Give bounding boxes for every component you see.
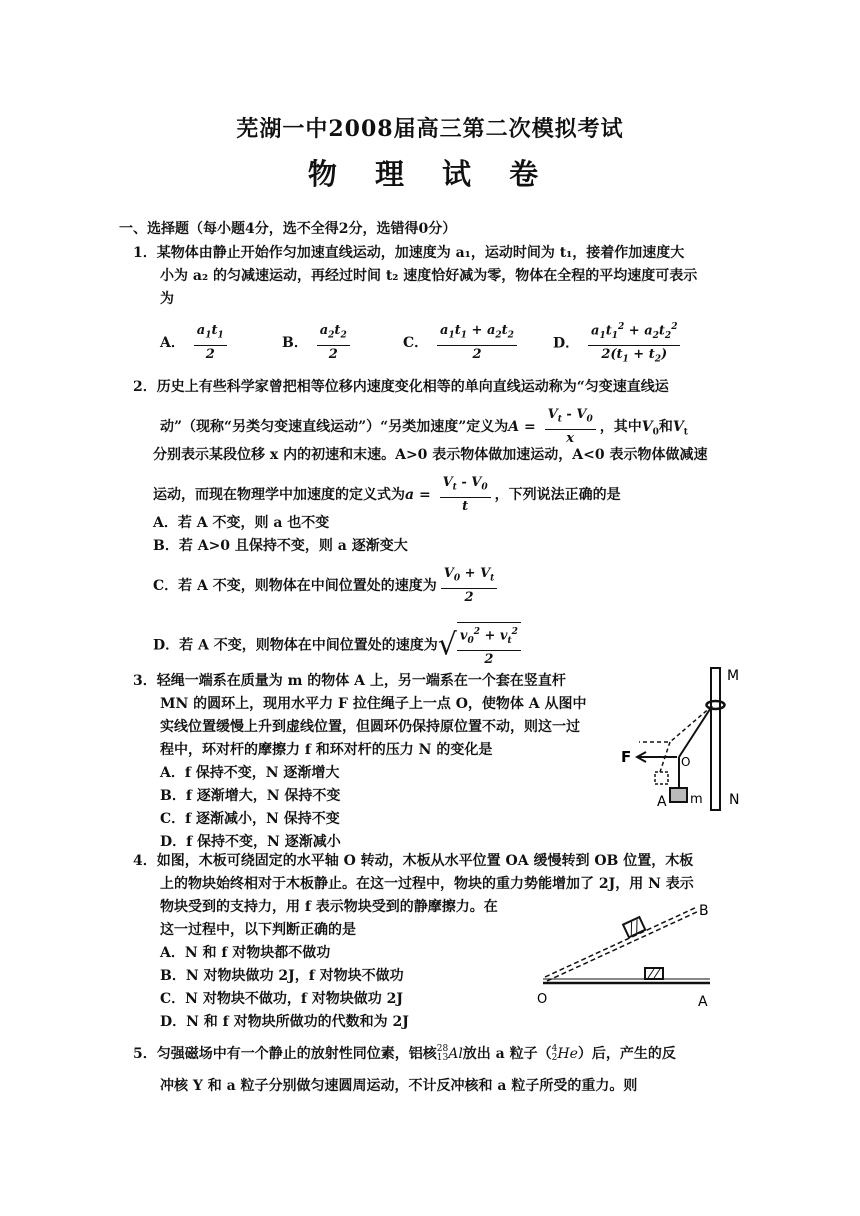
q2-line-2-text-b: ，其中 <box>599 418 642 435</box>
rope-dashed-upper <box>670 706 712 742</box>
block-on-ob <box>623 917 645 937</box>
q2-line-1: 2．历史上有些科学家曾把相等位移内速度变化相等的单向直线运动称为“匀变速直线运 <box>133 379 669 395</box>
q3-line-1: 3．轻绳一端系在质量为 m 的物体 A 上，另一端系在一个套在竖直杆 <box>133 673 566 689</box>
q4-line-2: 上的物块始终相对于木板静止。在这一过程中，物块的重力势能增加了 2J，用 N 表示 <box>160 876 694 892</box>
q2-alt-acceleration-formula: $\frac{V_t - V_0}{x}$ <box>545 406 596 448</box>
label-o: O <box>537 992 548 1007</box>
q4-option-a: A．N 和 f 对物块都不做功 <box>160 945 331 961</box>
label-n-rod: N <box>729 792 740 808</box>
label-a: A <box>698 994 708 1010</box>
q1-line-2: 小为 a₂ 的匀减速运动，再经过时间 t₂ 速度恰好减为零，物体在全程的平均速度可表示 <box>160 268 698 284</box>
board-ob-upper <box>547 911 699 981</box>
q4-board-figure <box>535 895 730 1010</box>
q4-option-c: C．N 对物块不做功，f 对物块做功 2J <box>160 991 403 1007</box>
block-on-ob-outline <box>623 917 645 937</box>
q2-option-c <box>153 565 501 607</box>
block-hatch-1 <box>648 969 654 978</box>
q2-option-b: B．若 A>0 且保持不变，则 a 逐渐变大 <box>153 538 408 554</box>
label-a: A <box>657 794 667 810</box>
block-a-dashed <box>655 772 668 784</box>
q2-line-4: 运动，而现在物理学中加速度的定义式为a = $\frac{V_t - V_0}{t}$ ，下列说法正确的是 <box>153 475 621 514</box>
q2-line-2-text-c: 和 <box>658 418 673 435</box>
he-nuclide: 4 2He <box>551 1044 578 1063</box>
q2-option-c-text: C．若 A 不变，则物体在中间位置处的速度为 <box>153 577 437 594</box>
block-a-solid <box>670 788 687 802</box>
q1-line-1: 1．某物体由静止开始作匀加速直线运动，加速度为 a₁，运动时间为 t₁，接着作加速度大 <box>133 245 685 261</box>
label-m-mass: m <box>690 792 703 807</box>
q2-line-4-text-a: 运动，而现在物理学中加速度的定义式为 <box>153 486 405 503</box>
rod-mn <box>711 668 720 810</box>
section-heading: 一、选择题（每小题4分，选不全得2分，选错得0分） <box>119 221 457 237</box>
q1-option-b-formula: $\frac{a_2t_2}{2}$ <box>317 322 350 364</box>
q4-line-3: 物块受到的支持力，用 f 表示物块受到的静摩擦力。在 <box>160 899 498 915</box>
q1-option-a-label: A． <box>160 334 185 351</box>
label-m-rod: M <box>727 668 740 684</box>
q5-line-1-text-c: ）后，产生的反 <box>577 1046 676 1062</box>
q5-line-2: 冲核 Y 和 a 粒子分别做匀速圆周运动，不计反冲核和 a 粒子所受的重力。则 <box>160 1078 638 1094</box>
q1-option-d <box>553 318 684 369</box>
label-o: O <box>681 755 691 769</box>
board-ob-lower <box>545 907 697 977</box>
q2-option-a: A．若 A 不变，则 a 也不变 <box>153 515 330 531</box>
q1-option-c-label: C． <box>403 334 429 351</box>
q3-line-4: 程中，环对杆的摩擦力 f 和环对杆的压力 N 的变化是 <box>160 742 493 758</box>
q3-option-b: B．f 逐渐增大，N 保持不变 <box>160 788 341 804</box>
q3-ring-rod-figure <box>615 660 765 815</box>
q3-line-3: 实线位置缓慢上升到虚线位置，但圆环仍保持原位置不动，则这一过 <box>160 719 580 735</box>
q2-acceleration-formula: $\frac{V_t - V_0}{t}$ <box>440 474 491 516</box>
block-hatch-2 <box>654 969 660 978</box>
q4-option-b: B．N 对物块做功 2J，f 对物块不做功 <box>160 968 404 984</box>
q3-option-c: C．f 逐渐减小，N 保持不变 <box>160 811 340 827</box>
q1-option-a <box>160 322 231 364</box>
label-b: B <box>699 903 709 919</box>
q2-line-4-text-b: ，下列说法正确的是 <box>494 486 621 503</box>
q1-option-a-formula: $\frac{a_1t_1}{2}$ <box>194 322 227 364</box>
exam-subtitle: 物 理 试 卷 <box>307 157 553 191</box>
q2-option-d: D．若 A 不变，则物体在中间位置处的速度为√ $\frac{v_0^2 + v_t^2}{2}$ <box>153 622 525 669</box>
al-nuclide: 28 13Al <box>436 1044 463 1063</box>
rope-solid-upper <box>679 706 712 757</box>
q5-line-1-text-a: 5．匀强磁场中有一个静止的放射性同位素，铝核 <box>133 1046 437 1062</box>
q5-line-1 <box>133 1043 676 1065</box>
exam-title: 芜湖一中2008届高三第二次模拟考试 <box>236 116 624 142</box>
q1-option-d-formula: $\frac{a_1t_1^2 + a_2t_2^2}{2(t_1 + t_2)}$ <box>588 318 680 369</box>
q3-option-a: A．f 保持不变，N 逐渐增大 <box>160 765 340 781</box>
q1-option-d-label: D． <box>553 335 580 352</box>
q2-option-d-text: D．若 A 不变，则物体在中间位置处的速度为 <box>153 637 438 654</box>
q5-line-1-text-b: 放出 a 粒子（ <box>462 1046 552 1062</box>
q1-line-3: 为 <box>160 291 174 307</box>
q2-option-d-formula: $\frac{v_0^2 + v_t^2}{2}$ <box>457 622 521 669</box>
q3-line-2: MN 的圆环上，现用水平力 F 拉住绳子上一点 O，使物体 A 从图中 <box>160 696 587 712</box>
q1-option-b-label: B． <box>282 334 308 351</box>
q4-line-4: 这一过程中，以下判断正确的是 <box>160 922 356 938</box>
q1-option-b <box>282 322 354 364</box>
q1-option-c-formula: $\frac{a_1t_1 + a_2t_2}{2}$ <box>437 322 517 364</box>
q2-line-3: 分别表示某段位移 x 内的初速和末速。A>0 表示物体做加速运动，A<0 表示物体做减速 <box>153 447 708 463</box>
q2-line-2: 动”（现称“另类匀变速直线运动”）“另类加速度”定义为A = $\frac{V_t - V_0}{x}$ ，其中$V_0$和$V_t$ <box>160 407 688 446</box>
label-f: F <box>621 748 632 766</box>
q3-option-d: D．f 保持不变，N 逐渐减小 <box>160 834 341 850</box>
q1-option-c <box>403 322 521 364</box>
q2-line-2-text-a: 动”（现称“另类匀变速直线运动”）“另类加速度”定义为 <box>160 418 509 435</box>
q2-option-c-formula: $\frac{V_0 + V_t}{2}$ <box>441 565 498 607</box>
q4-option-d: D．N 和 f 对物块所做功的代数和为 2J <box>160 1014 409 1030</box>
q4-line-1: 4．如图，木板可绕固定的水平轴 O 转动，木板从水平位置 OA 缓慢转到 OB 位置，木板 <box>133 853 694 869</box>
